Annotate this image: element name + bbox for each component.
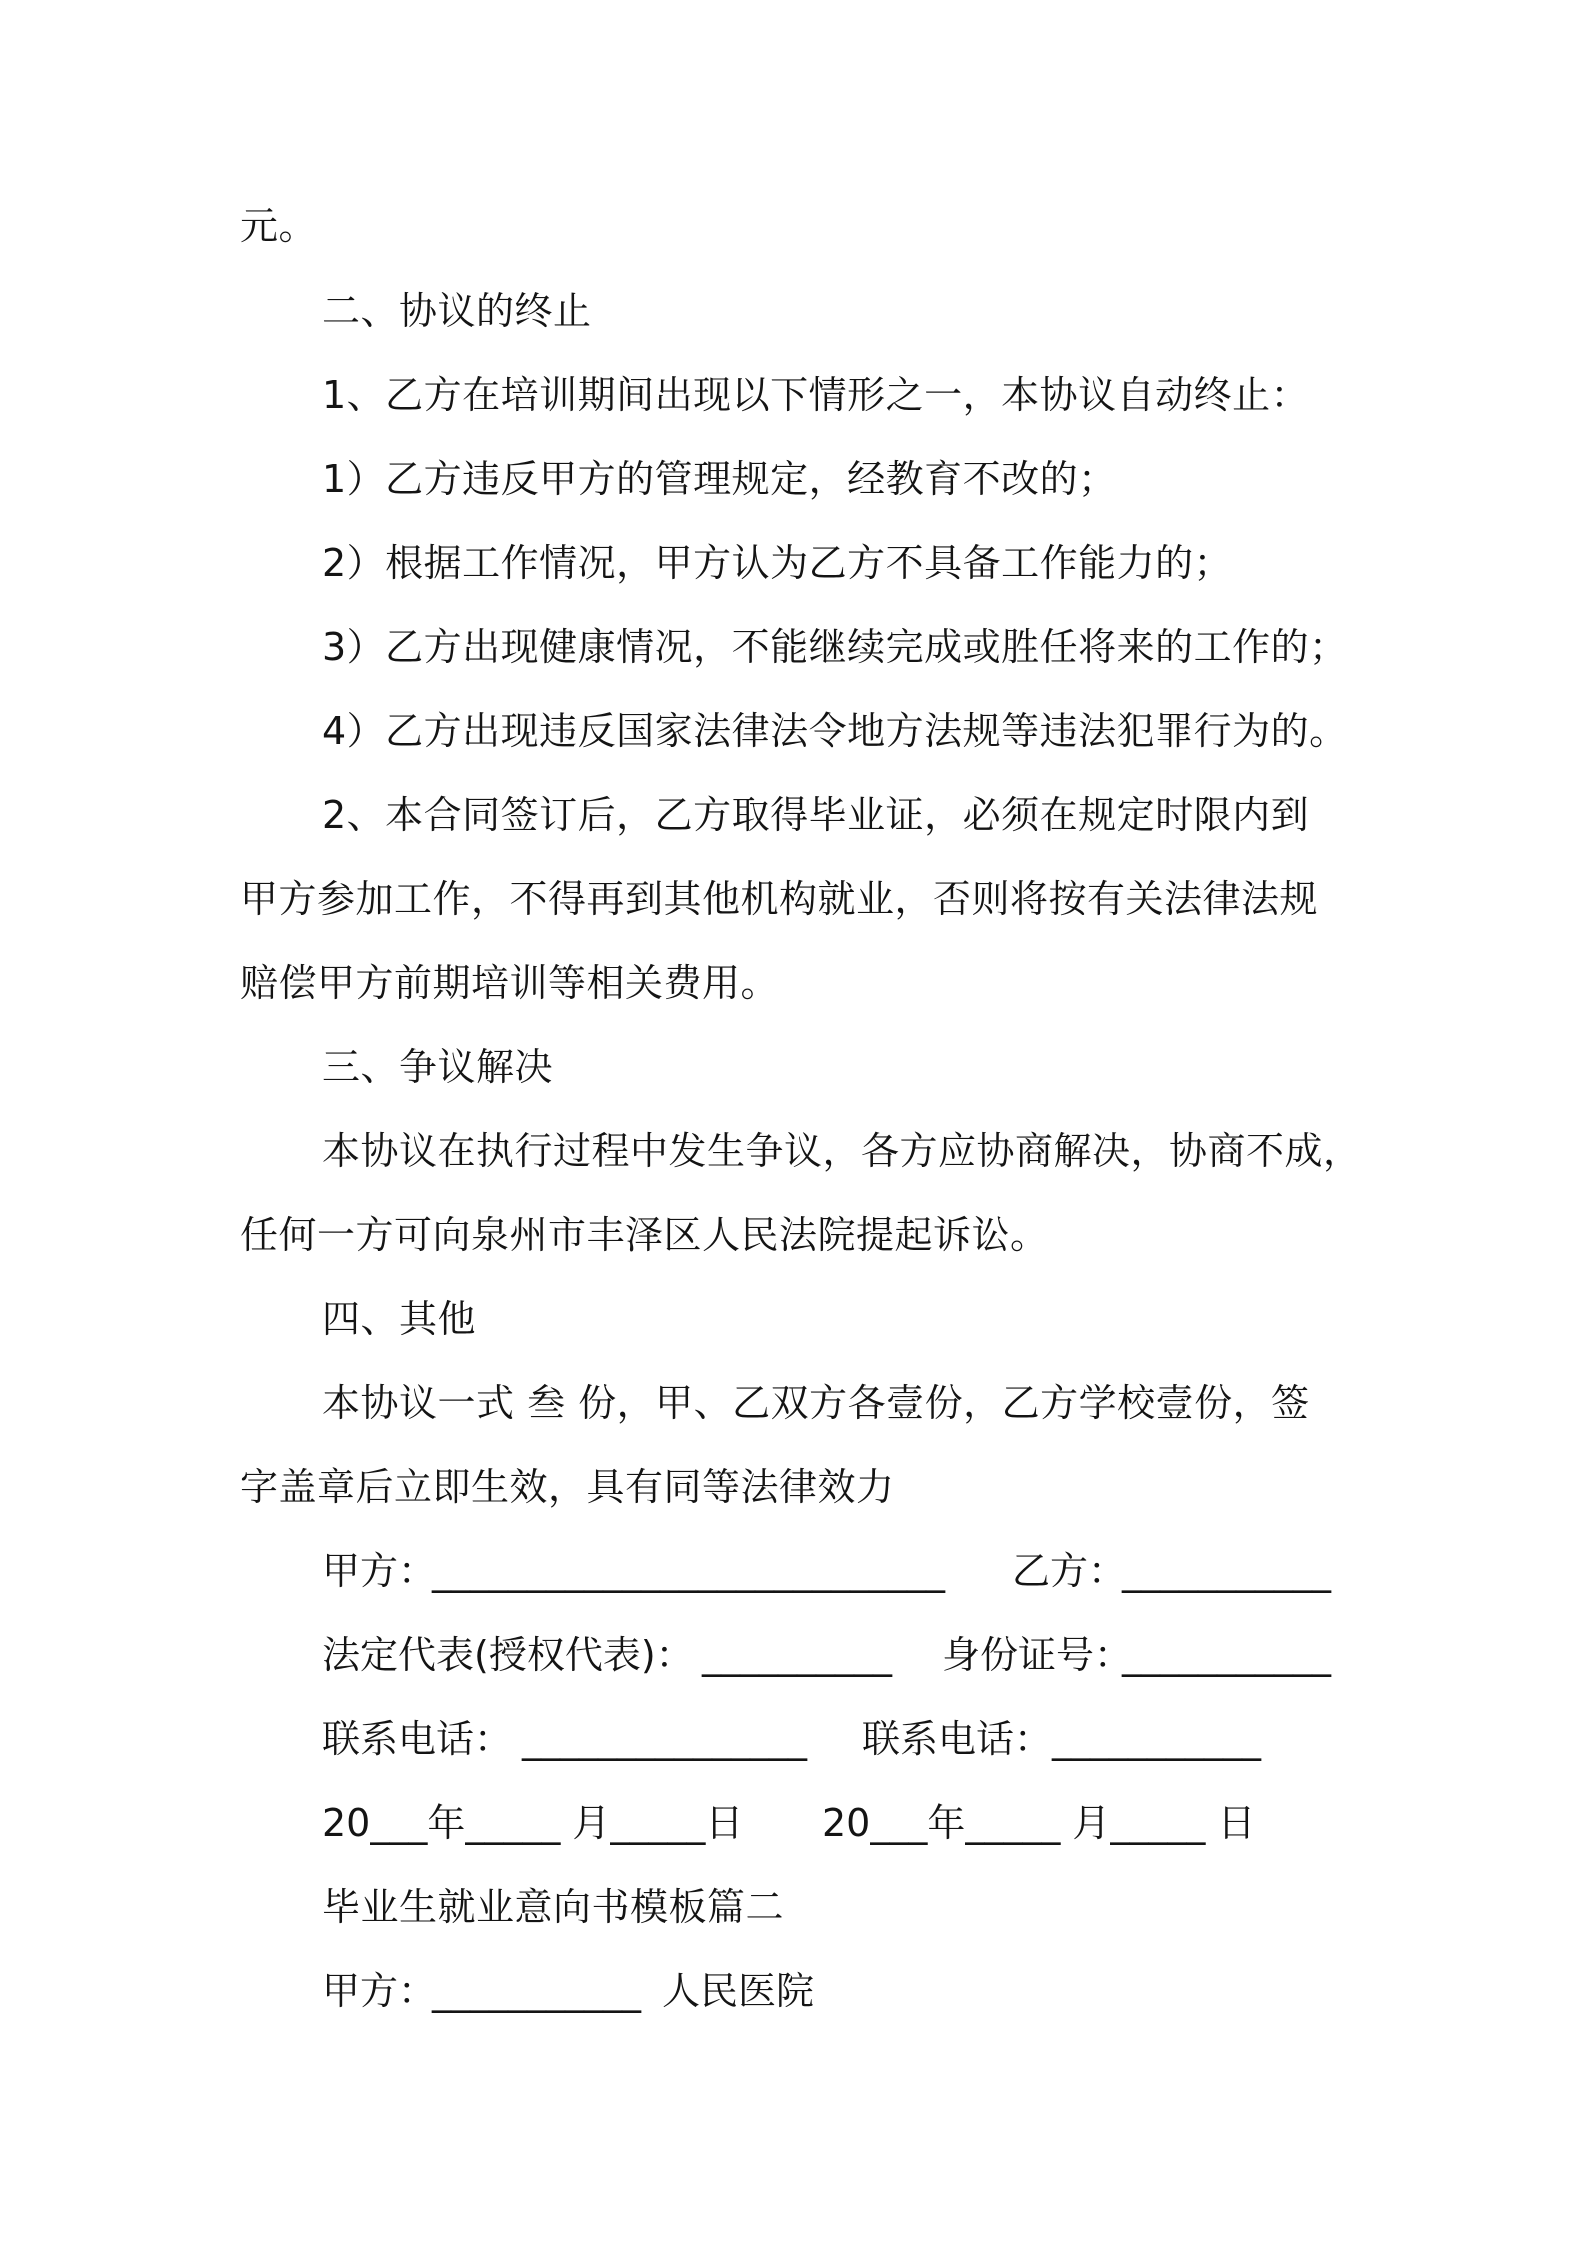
signature-row-representative xyxy=(322,1627,1362,1683)
phone-b-label: 联系电话： xyxy=(862,1717,1053,1761)
paragraph-line: 甲方参加工作，不得再到其他机构就业，否则将按有关法律法规 xyxy=(240,877,1319,921)
section-heading: 三、争议解决 xyxy=(322,1045,554,1089)
paragraph-line: 1、乙方在培训期间出现以下情形之一，本协议自动终止： xyxy=(322,373,1310,417)
next-party-row xyxy=(322,1963,1022,2019)
party-a-blank: ___________________________ xyxy=(432,1549,945,1593)
id-number-label: 身份证号： xyxy=(942,1633,1133,1677)
legal-rep-blank: __________ xyxy=(702,1633,892,1677)
phone-a-blank: _______________ xyxy=(522,1717,807,1761)
phone-a-label: 联系电话： xyxy=(322,1717,513,1761)
party-a-label: 甲方： xyxy=(322,1549,437,1593)
section-heading: 四、其他 xyxy=(322,1297,477,1341)
signature-row-dates xyxy=(322,1795,1362,1851)
phone-b-blank: ___________ xyxy=(1052,1717,1261,1761)
list-item: 4）乙方出现违反国家法律法令地方法规等违法犯罪行为的。 xyxy=(322,709,1348,753)
next-party-blank: ___________ xyxy=(432,1969,641,2013)
paragraph-line: 2、本合同签订后，乙方取得毕业证，必须在规定时限内到 xyxy=(322,793,1310,837)
list-item: 2）根据工作情况，甲方认为乙方不具备工作能力的； xyxy=(322,541,1233,585)
list-item: 3）乙方出现健康情况，不能继续完成或胜任将来的工作的； xyxy=(322,625,1348,669)
paragraph-line: 任何一方可向泉州市丰泽区人民法院提起诉讼。 xyxy=(240,1213,1049,1257)
list-item: 1）乙方违反甲方的管理规定，经教育不改的； xyxy=(322,457,1117,501)
paragraph-line: 本协议在执行过程中发生争议，各方应协商解决，协商不成， xyxy=(322,1129,1362,1173)
paragraph-line: 字盖章后立即生效，具有同等法律效力 xyxy=(240,1465,895,1509)
date-b: 20___年_____ 月_____ 日 xyxy=(822,1801,1256,1845)
next-party-label: 甲方： xyxy=(322,1969,437,2013)
party-b-blank: ___________ xyxy=(1122,1549,1331,1593)
paragraph-line: 赔偿甲方前期培训等相关费用。 xyxy=(240,961,780,1005)
date-a: 20___年_____ 月_____日 xyxy=(322,1801,744,1845)
party-b-label: 乙方： xyxy=(1012,1549,1127,1593)
legal-rep-label: 法定代表(授权代表)： xyxy=(322,1633,694,1677)
signature-row-parties xyxy=(322,1543,1362,1599)
paragraph-line: 本协议一式 叁 份，甲、乙双方各壹份，乙方学校壹份，签 xyxy=(322,1381,1310,1425)
section-heading: 二、协议的终止 xyxy=(322,289,592,333)
next-section-title: 毕业生就业意向书模板篇二 xyxy=(322,1885,785,1929)
id-number-blank: ___________ xyxy=(1122,1633,1331,1677)
next-party-suffix: 人民医院 xyxy=(662,1969,815,2013)
paragraph-line: 元。 xyxy=(240,204,318,248)
signature-row-phones xyxy=(322,1711,1362,1767)
